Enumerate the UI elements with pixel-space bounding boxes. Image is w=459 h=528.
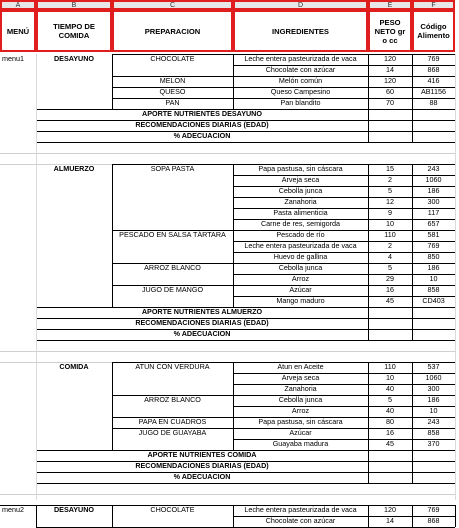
- codigo-cell[interactable]: 858: [427, 285, 440, 294]
- preparacion-cell[interactable]: [112, 516, 233, 527]
- peso-cell[interactable]: 120: [384, 76, 396, 85]
- row-border: [112, 395, 233, 396]
- preparacion-cell[interactable]: PAPA EN CUADROS: [138, 417, 207, 426]
- column-header-e[interactable]: E: [368, 0, 412, 10]
- recomendaciones-row[interactable]: RECOMENDACIONES DIARIAS (EDAD): [135, 318, 269, 327]
- row-border: [233, 87, 455, 88]
- row-border: [112, 417, 233, 418]
- ingrediente-cell[interactable]: Cebolla junca: [278, 263, 323, 272]
- aporte-row[interactable]: APORTE NUTRIENTES DESAYUNO: [142, 109, 262, 118]
- ingrediente-cell[interactable]: Mango maduro: [276, 296, 325, 305]
- preparacion-cell[interactable]: [112, 65, 233, 76]
- ingrediente-cell[interactable]: Arroz: [291, 406, 310, 415]
- column-header-b[interactable]: B: [36, 0, 112, 10]
- column-border: [112, 505, 113, 527]
- codigo-cell[interactable]: 10: [429, 274, 438, 283]
- codigo-cell[interactable]: 117: [427, 208, 440, 217]
- peso-cell[interactable]: 40: [386, 384, 394, 393]
- codigo-cell[interactable]: 858: [427, 428, 440, 437]
- codigo-cell[interactable]: 868: [427, 65, 440, 74]
- ingrediente-cell[interactable]: Pasta alimenticia: [273, 208, 328, 217]
- peso-cell[interactable]: 14: [386, 65, 394, 74]
- header-tiempo[interactable]: TIEMPO DE COMIDA: [36, 10, 112, 52]
- row-border: [112, 428, 233, 429]
- row-border: [0, 153, 455, 154]
- row-border: [233, 54, 455, 55]
- peso-cell[interactable]: 70: [386, 98, 394, 107]
- column-border: [455, 54, 456, 500]
- column-border: [368, 505, 369, 527]
- codigo-cell[interactable]: 300: [427, 197, 440, 206]
- ingrediente-cell[interactable]: Leche entera pasteurizada de vaca: [244, 505, 357, 514]
- codigo-cell[interactable]: 537: [427, 362, 440, 371]
- row-border: [233, 219, 455, 220]
- codigo-cell[interactable]: AB1156: [420, 87, 447, 96]
- preparacion-cell[interactable]: [112, 175, 233, 186]
- codigo-cell[interactable]: 769: [427, 505, 440, 514]
- preparacion-cell[interactable]: [112, 186, 233, 197]
- peso-cell[interactable]: 80: [386, 417, 394, 426]
- header-codigo[interactable]: Código Alimento: [412, 10, 455, 52]
- codigo-cell[interactable]: 581: [427, 230, 440, 239]
- column-border: [36, 505, 37, 527]
- row-border: [233, 65, 455, 66]
- codigo-cell[interactable]: 370: [427, 439, 440, 448]
- preparacion-cell[interactable]: [112, 406, 233, 417]
- header-preparacion[interactable]: PREPARACION: [112, 10, 233, 52]
- row-border: [112, 98, 233, 99]
- column-border: [368, 54, 369, 142]
- peso-cell[interactable]: 16: [386, 285, 394, 294]
- tiempo-cell[interactable]: DESAYUNO: [53, 54, 95, 63]
- row-border: [233, 362, 455, 363]
- header-menu[interactable]: MENÚ: [0, 10, 36, 52]
- preparacion-cell[interactable]: [112, 197, 233, 208]
- preparacion-cell[interactable]: [112, 274, 233, 285]
- column-border: [112, 164, 113, 307]
- column-header-c[interactable]: C: [112, 0, 233, 10]
- peso-cell[interactable]: 2: [388, 175, 392, 184]
- row-border: [36, 142, 455, 143]
- row-border: [0, 505, 455, 506]
- column-border: [412, 362, 413, 483]
- recomendaciones-row[interactable]: RECOMENDACIONES DIARIAS (EDAD): [135, 120, 269, 129]
- ingrediente-cell[interactable]: Azúcar: [289, 285, 312, 294]
- peso-cell[interactable]: 14: [386, 516, 394, 525]
- row-border: [233, 230, 455, 231]
- column-border: [412, 164, 413, 340]
- ingrediente-cell[interactable]: Melón común: [278, 76, 323, 85]
- row-border: [233, 516, 455, 517]
- row-border: [233, 406, 455, 407]
- codigo-cell[interactable]: 88: [429, 98, 438, 107]
- ingrediente-cell[interactable]: Pescado de río: [276, 230, 325, 239]
- peso-cell[interactable]: 2: [388, 241, 392, 250]
- preparacion-cell[interactable]: ATUN CON VERDURA: [135, 362, 210, 371]
- column-header-f[interactable]: F: [412, 0, 455, 10]
- row-border: [233, 285, 455, 286]
- recomendaciones-row[interactable]: RECOMENDACIONES DIARIAS (EDAD): [135, 461, 269, 470]
- column-border: [233, 164, 234, 307]
- ingrediente-cell[interactable]: Papa pastusa, sin cáscara: [258, 164, 343, 173]
- aporte-row[interactable]: APORTE NUTRIENTES COMIDA: [147, 450, 257, 459]
- ingrediente-cell[interactable]: Chocolate con azúcar: [265, 65, 336, 74]
- preparacion-cell[interactable]: [112, 373, 233, 384]
- row-border: [233, 197, 455, 198]
- codigo-cell[interactable]: 186: [427, 186, 440, 195]
- row-border: [112, 263, 233, 264]
- column-border: [233, 54, 234, 109]
- ingrediente-cell[interactable]: Zanahoria: [284, 197, 317, 206]
- peso-cell[interactable]: 4: [388, 252, 392, 261]
- column-border: [233, 505, 234, 527]
- codigo-cell[interactable]: 186: [427, 395, 440, 404]
- preparacion-cell[interactable]: [112, 439, 233, 450]
- codigo-cell[interactable]: 243: [427, 417, 440, 426]
- tiempo-cell[interactable]: COMIDA: [59, 362, 89, 371]
- row-border: [233, 208, 455, 209]
- aporte-row[interactable]: APORTE NUTRIENTES ALMUERZO: [141, 307, 263, 316]
- row-border: [233, 263, 455, 264]
- header-ingredientes[interactable]: INGREDIENTES: [233, 10, 368, 52]
- preparacion-cell[interactable]: JUGO DE MANGO: [141, 285, 204, 294]
- ingrediente-cell[interactable]: Pan blandito: [280, 98, 321, 107]
- peso-cell[interactable]: 10: [386, 373, 394, 382]
- row-border: [233, 373, 455, 374]
- row-border: [36, 340, 455, 341]
- column-border: [112, 362, 113, 450]
- menu-cell[interactable]: menu2: [2, 505, 24, 514]
- peso-cell[interactable]: 16: [386, 428, 394, 437]
- row-border: [233, 252, 455, 253]
- row-border: [233, 274, 455, 275]
- codigo-cell[interactable]: 10: [429, 406, 438, 415]
- ingrediente-cell[interactable]: Arroz: [291, 274, 310, 283]
- peso-cell[interactable]: 45: [386, 439, 394, 448]
- row-border: [233, 384, 455, 385]
- row-border: [233, 428, 455, 429]
- peso-cell[interactable]: 29: [386, 274, 394, 283]
- column-border: [36, 54, 37, 500]
- adecuacion-row[interactable]: % ADECUACION: [173, 329, 231, 338]
- ingrediente-cell[interactable]: Guayaba madura: [272, 439, 329, 448]
- codigo-cell[interactable]: 769: [427, 54, 440, 63]
- preparacion-cell[interactable]: PAN: [165, 98, 180, 107]
- preparacion-cell[interactable]: MELON: [159, 76, 186, 85]
- row-border: [0, 351, 455, 352]
- preparacion-cell[interactable]: SOPA PASTA: [150, 164, 195, 173]
- codigo-cell[interactable]: 850: [427, 252, 440, 261]
- row-border: [36, 483, 455, 484]
- column-border: [455, 505, 456, 527]
- ingrediente-cell[interactable]: Azúcar: [289, 428, 312, 437]
- column-header-d[interactable]: D: [233, 0, 368, 10]
- column-border: [112, 54, 113, 109]
- ingrediente-cell[interactable]: Papa pastusa, sin cáscara: [258, 417, 343, 426]
- codigo-cell[interactable]: 300: [427, 384, 440, 393]
- peso-cell[interactable]: 120: [384, 54, 396, 63]
- ingrediente-cell[interactable]: Queso Campesino: [270, 87, 331, 96]
- ingrediente-cell[interactable]: Arveja seca: [281, 175, 320, 184]
- row-border: [233, 175, 455, 176]
- preparacion-cell[interactable]: ARROZ BLANCO: [144, 395, 201, 404]
- ingrediente-cell[interactable]: Carne de res, semigorda: [260, 219, 341, 228]
- row-border: [112, 54, 233, 55]
- column-border: [412, 505, 413, 527]
- row-border: [233, 417, 455, 418]
- preparacion-cell[interactable]: [112, 384, 233, 395]
- row-border: [112, 230, 233, 231]
- preparacion-cell[interactable]: [112, 241, 233, 252]
- row-border: [233, 76, 455, 77]
- row-border: [112, 285, 233, 286]
- preparacion-cell[interactable]: [112, 208, 233, 219]
- menu-cell[interactable]: menu1: [2, 54, 24, 63]
- peso-cell[interactable]: 5: [388, 395, 392, 404]
- ingrediente-cell[interactable]: Huevo de gallina: [273, 252, 328, 261]
- preparacion-cell[interactable]: JUGO DE GUAYABA: [138, 428, 207, 437]
- peso-cell[interactable]: 15: [386, 164, 394, 173]
- column-header-a[interactable]: A: [0, 0, 36, 10]
- row-border: [0, 494, 455, 495]
- peso-cell[interactable]: 9: [388, 208, 392, 217]
- preparacion-cell[interactable]: CHOCOLATE: [150, 505, 195, 514]
- row-border: [112, 362, 233, 363]
- row-border: [233, 164, 455, 165]
- tiempo-cell[interactable]: ALMUERZO: [53, 164, 95, 173]
- peso-cell[interactable]: 5: [388, 186, 392, 195]
- row-border: [112, 76, 233, 77]
- column-border: [412, 54, 413, 142]
- peso-cell[interactable]: 5: [388, 263, 392, 272]
- codigo-cell[interactable]: 868: [427, 516, 440, 525]
- codigo-cell[interactable]: 243: [427, 164, 440, 173]
- peso-cell[interactable]: 12: [386, 197, 394, 206]
- ingrediente-cell[interactable]: Leche entera pasteurizada de vaca: [244, 54, 357, 63]
- preparacion-cell[interactable]: PESCADO EN SALSA TÁRTARA: [119, 230, 226, 239]
- peso-cell[interactable]: 60: [386, 87, 394, 96]
- peso-cell[interactable]: 110: [384, 362, 396, 371]
- adecuacion-row[interactable]: % ADECUACION: [173, 131, 231, 140]
- row-border: [233, 98, 455, 99]
- ingrediente-cell[interactable]: Atun en Aceite: [277, 362, 324, 371]
- preparacion-cell[interactable]: [112, 252, 233, 263]
- codigo-cell[interactable]: 657: [427, 219, 440, 228]
- peso-cell[interactable]: 10: [386, 219, 394, 228]
- preparacion-cell[interactable]: ARROZ BLANCO: [144, 263, 201, 272]
- ingrediente-cell[interactable]: Arveja seca: [281, 373, 320, 382]
- codigo-cell[interactable]: 769: [427, 241, 440, 250]
- ingrediente-cell[interactable]: Zanahoria: [284, 384, 317, 393]
- row-border: [233, 296, 455, 297]
- preparacion-cell[interactable]: [112, 219, 233, 230]
- codigo-cell[interactable]: 186: [427, 263, 440, 272]
- row-border: [233, 186, 455, 187]
- column-border: [368, 362, 369, 483]
- ingrediente-cell[interactable]: Chocolate con azúcar: [265, 516, 336, 525]
- ingrediente-cell[interactable]: Leche entera pasteurizada de vaca: [244, 241, 357, 250]
- column-border: [368, 164, 369, 340]
- codigo-cell[interactable]: CD403: [422, 296, 445, 305]
- ingrediente-cell[interactable]: Cebolla junca: [278, 186, 323, 195]
- row-border: [233, 395, 455, 396]
- codigo-cell[interactable]: 416: [427, 76, 440, 85]
- tiempo-cell[interactable]: DESAYUNO: [53, 505, 95, 514]
- adecuacion-row[interactable]: % ADECUACION: [173, 472, 231, 481]
- row-border: [112, 87, 233, 88]
- row-border: [112, 164, 233, 165]
- column-border: [233, 362, 234, 450]
- row-border: [233, 241, 455, 242]
- peso-cell[interactable]: 40: [386, 406, 394, 415]
- preparacion-cell[interactable]: CHOCOLATE: [150, 54, 195, 63]
- peso-cell[interactable]: 45: [386, 296, 394, 305]
- preparacion-cell[interactable]: QUESO: [159, 87, 186, 96]
- header-peso[interactable]: PESO NETO gr o cc: [368, 10, 412, 52]
- peso-cell[interactable]: 120: [384, 505, 396, 514]
- ingrediente-cell[interactable]: Cebolla junca: [278, 395, 323, 404]
- preparacion-cell[interactable]: [112, 296, 233, 307]
- codigo-cell[interactable]: 1060: [425, 373, 442, 382]
- peso-cell[interactable]: 110: [384, 230, 396, 239]
- row-border: [233, 439, 455, 440]
- codigo-cell[interactable]: 1060: [425, 175, 442, 184]
